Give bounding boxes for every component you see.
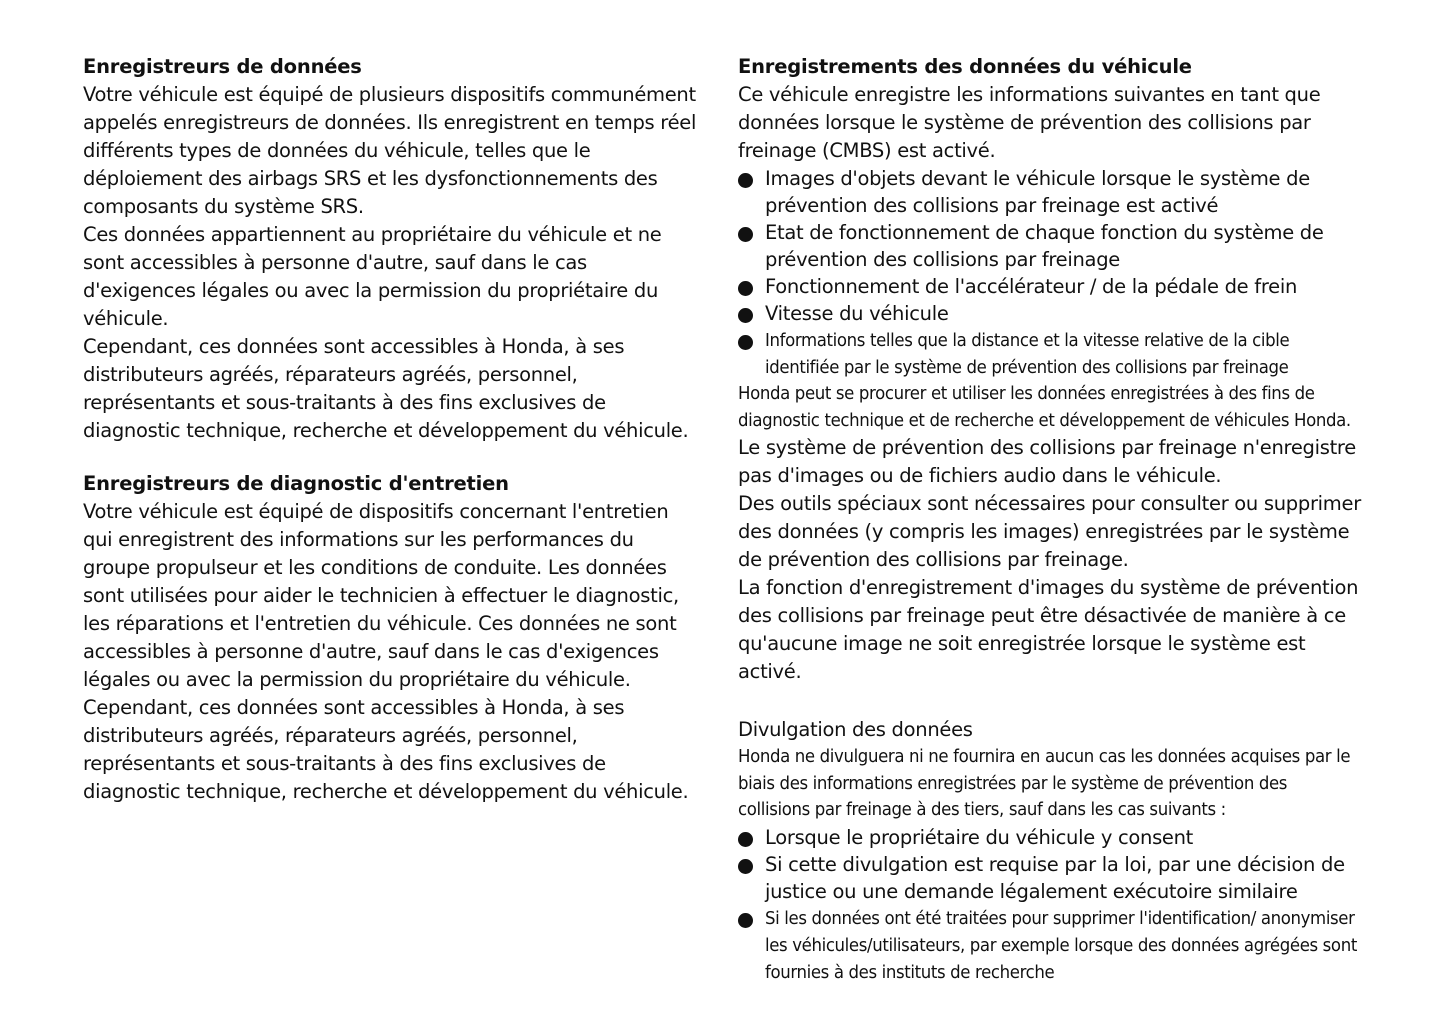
section-title-diagnostic-recorders: Enregistreurs de diagnostic d'entretien bbox=[83, 472, 509, 495]
list-item: Si cette divulgation est requise par la loi, par une décision de justice ou une demande légalement exécutoire similaire bbox=[738, 851, 1363, 905]
paragraph: Honda ne divulguera ni ne fournira en aucun cas les données acquises par le biais des informations enregistrées par le système de prévention des collisions par freinage à des tiers, sauf dans les cas suivants : bbox=[738, 746, 1351, 820]
bullet-icon bbox=[738, 227, 753, 242]
paragraph: La fonction d'enregistrement d'images du système de prévention des collisions par freinage peut être désactivée de manière à ce qu'aucune image ne soit enregistrée lorsque le système est activé. bbox=[738, 576, 1359, 683]
bullet-icon bbox=[738, 281, 753, 296]
right-column bbox=[738, 53, 1363, 986]
section-title-data-recorders: Enregistreurs de données bbox=[83, 55, 362, 78]
bullet-list bbox=[738, 165, 1363, 381]
paragraph: Votre véhicule est équipé de plusieurs dispositifs communément appelés enregistreurs de données. Ils enregistrent en temps réel différents types de données du véhicule, telles que le déploiement des airbags SRS et les dysfonctionnements des composants du système SRS. bbox=[83, 83, 697, 218]
list-item: Fonctionnement de l'accélérateur / de la pédale de frein bbox=[738, 273, 1363, 300]
bullet-icon bbox=[738, 308, 753, 323]
bullet-icon bbox=[738, 832, 753, 847]
paragraph: Ces données appartiennent au propriétaire du véhicule et ne sont accessibles à personne d'autre, sauf dans le cas d'exigences légales ou avec la permission du propriétaire du véhicule. bbox=[83, 223, 662, 330]
bullet-icon bbox=[738, 335, 753, 350]
paragraph: Cependant, ces données sont accessibles à Honda, à ses distributeurs agréés, réparateurs agréés, personnel, représentants et sous-traitants à des fins exclusives de diagnostic technique, recherche et développement du véhicule. bbox=[83, 335, 689, 442]
bullet-icon bbox=[738, 913, 753, 928]
list-item: Etat de fonctionnement de chaque fonction du système de prévention des collisions par freinage bbox=[738, 219, 1363, 273]
bullet-icon bbox=[738, 173, 753, 188]
bullet-list bbox=[738, 824, 1363, 986]
section-title-vehicle-data-records: Enregistrements des données du véhicule bbox=[738, 55, 1192, 78]
paragraph: Des outils spéciaux sont nécessaires pour consulter ou supprimer des données (y compris les images) enregistrées par le système de prévention des collisions par freinage. bbox=[738, 492, 1361, 571]
paragraph: Ce véhicule enregistre les informations suivantes en tant que données lorsque le système de prévention des collisions par freinage (CMBS) est activé. bbox=[738, 83, 1321, 162]
left-column bbox=[83, 53, 703, 806]
paragraph: Votre véhicule est équipé de dispositifs concernant l'entretien qui enregistrent des informations sur les performances du groupe propulseur et les conditions de conduite. Les données sont utilisées pour aider le technicien à effectuer le diagnostic, les réparations et l'entretien du véhicule. Ces données ne sont accessibles à personne d'autre, sauf dans le cas d'exigences légales ou avec la permission du propriétaire du véhicule. bbox=[83, 500, 679, 691]
list-item: Si les données ont été traitées pour supprimer l'identification/ anonymiser les véhicules/utilisateurs, par exemple lorsque des données agrégées sont fournies à des instituts de recherche bbox=[738, 905, 1363, 986]
list-item: Images d'objets devant le véhicule lorsque le système de prévention des collisions par freinage est activé bbox=[738, 165, 1363, 219]
list-item: Informations telles que la distance et la vitesse relative de la cible identifiée par le système de prévention des collisions par freinage bbox=[738, 327, 1363, 381]
list-item: Vitesse du véhicule bbox=[738, 300, 1363, 327]
section-title-data-disclosure: Divulgation des données bbox=[738, 718, 973, 741]
bullet-icon bbox=[738, 859, 753, 874]
paragraph: Cependant, ces données sont accessibles à Honda, à ses distributeurs agréés, réparateurs agréés, personnel, représentants et sous-traitants à des fins exclusives de diagnostic technique, recherche et développement du véhicule. bbox=[83, 696, 689, 803]
paragraph: Le système de prévention des collisions par freinage n'enregistre pas d'images ou de fichiers audio dans le véhicule. bbox=[738, 436, 1356, 487]
paragraph: Honda peut se procurer et utiliser les données enregistrées à des fins de diagnostic technique et de recherche et développement de véhicules Honda. bbox=[738, 383, 1351, 431]
list-item: Lorsque le propriétaire du véhicule y consent bbox=[738, 824, 1363, 851]
